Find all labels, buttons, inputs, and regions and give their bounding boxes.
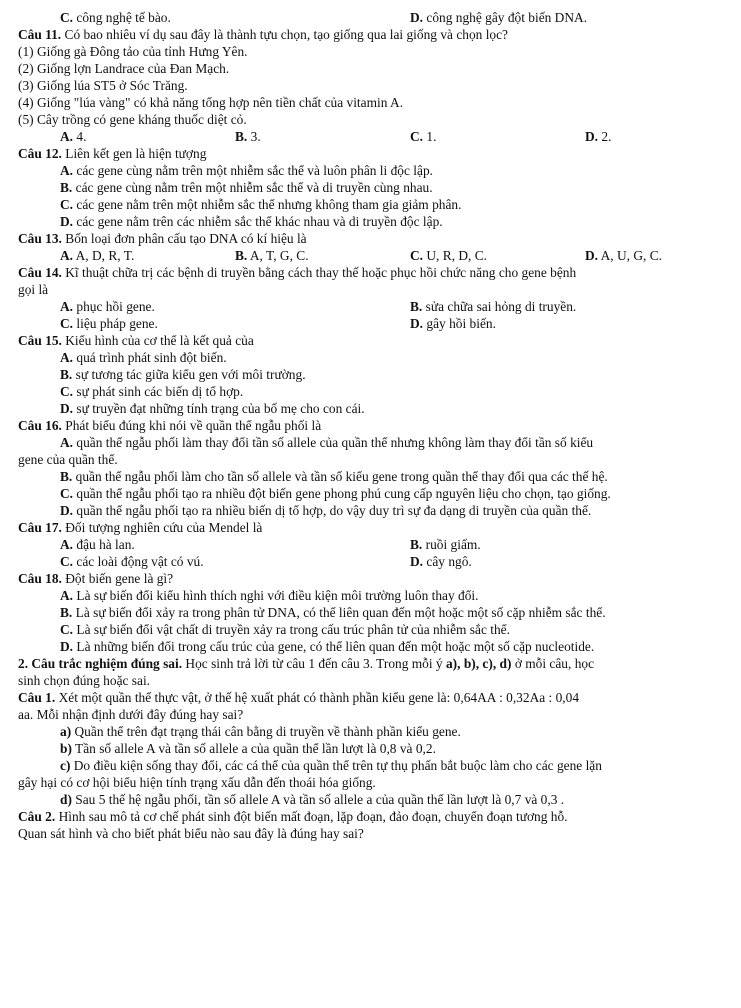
answer-option[interactable]: A. quần thể ngẫu phối làm thay đổi tần số allele của quần thể nhưng không làm thay đổi tần số kiểu	[60, 435, 594, 450]
tf-question-1-stem: Câu 1. Xét một quần thể thực vật, ở thế hệ xuất phát có thành phần kiểu gene là: 0,64AA : 0,32Aa : 0,04	[18, 690, 580, 705]
question-17-stem: Câu 17. Đối tượng nghiên cứu của Mendel là	[18, 520, 263, 535]
answer-option[interactable]: D. A, U, G, C.	[585, 248, 663, 263]
answer-option[interactable]: C. quần thể ngẫu phối tạo ra nhiều đột biến gene phong phú cung cấp nguyên liệu cho chọn, tạo giống.	[60, 486, 611, 501]
question-18-stem: Câu 18. Đột biến gene là gì?	[18, 571, 174, 586]
answer-option[interactable]: A. quá trình phát sinh đột biến.	[60, 350, 227, 365]
question-12-stem: Câu 12. Liên kết gen là hiện tượng	[18, 146, 207, 161]
answer-option[interactable]: B. ruồi giấm.	[410, 537, 481, 552]
answer-option[interactable]: D. sự truyền đạt những tính trạng của bố mẹ cho con cái.	[60, 401, 365, 416]
answer-option[interactable]: A. phục hồi gene.	[60, 299, 155, 314]
question-13-options	[18, 248, 731, 265]
question-17-options-row1	[18, 537, 731, 554]
top-option-c: C. công nghệ tế bào.	[60, 10, 171, 25]
answer-option[interactable]: D. quần thể ngẫu phối tạo ra nhiều biến dị tổ hợp, do vậy duy trì sự đa dạng di truyền của quần thể.	[60, 503, 592, 518]
answer-option[interactable]: C. sự phát sinh các biến dị tổ hợp.	[60, 384, 244, 399]
question-14-options-row2	[18, 316, 731, 333]
tf-question-2-stem-cont: Quan sát hình và cho biết phát biểu nào sau đây là đúng hay sai?	[18, 826, 364, 841]
tf-statement[interactable]: d) Sau 5 thế hệ ngẫu phối, tần số allele A và tần số allele a của quần thể lần lượt là 0,7 và 0,3 .	[60, 792, 565, 807]
answer-option[interactable]: B. sửa chữa sai hỏng di truyền.	[410, 299, 577, 314]
question-14-options-row1	[18, 299, 731, 316]
question-11-item: (4) Giống "lúa vàng" có khả năng tổng hợp nên tiền chất của vitamin A.	[18, 95, 404, 110]
question-16-stem: Câu 16. Phát biểu đúng khi nói về quần thể ngẫu phối là	[18, 418, 322, 433]
answer-option[interactable]: C. liệu pháp gene.	[60, 316, 158, 331]
question-14-stem-cont: gọi là	[18, 282, 49, 297]
answer-option[interactable]: C. U, R, D, C.	[410, 248, 488, 263]
tf-question-2-stem: Câu 2. Hình sau mô tả cơ chế phát sinh đột biến mất đoạn, lặp đoạn, đảo đoạn, chuyển đoạn tương hỗ.	[18, 809, 568, 824]
answer-option[interactable]: D. Là những biến đổi trong cấu trúc của gene, có thể liên quan đến một hoặc một số cặp nucleotide.	[60, 639, 595, 654]
answer-option-cont: gene của quần thể.	[18, 452, 118, 467]
part-2-heading: 2. Câu trắc nghiệm đúng sai. Học sinh trả lời từ câu 1 đến câu 3. Trong mỗi ý a), b), c), d) ở mỗi câu, học	[18, 656, 595, 671]
question-11-options	[18, 129, 731, 146]
question-14-stem: Câu 14. Kĩ thuật chữa trị các bệnh di truyền bằng cách thay thế hoặc phục hồi chức năng cho gene bệnh	[18, 265, 577, 280]
part-2-intro-cont: sinh chọn đúng hoặc sai.	[18, 673, 151, 688]
top-options-row	[18, 10, 731, 27]
answer-option[interactable]: A. đậu hà lan.	[60, 537, 135, 552]
tf-statement[interactable]: a) Quần thể trên đạt trạng thái cân bằng di truyền về thành phần kiểu gene.	[60, 724, 461, 739]
answer-option[interactable]: C. các gene nằm trên một nhiễm sắc thể nhưng không tham gia giảm phân.	[60, 197, 462, 212]
answer-option[interactable]: C. 1.	[410, 129, 437, 144]
answer-option[interactable]: B. quần thể ngẫu phối làm cho tần số allele và tần số kiểu gene trong quần thể thay đổi qua các thế hệ.	[60, 469, 608, 484]
answer-option[interactable]: D. 2.	[585, 129, 612, 144]
top-option-d: D. công nghệ gây đột biến DNA.	[410, 10, 588, 25]
answer-option[interactable]: B. các gene cùng nằm trên một nhiễm sắc thể và di truyền cùng nhau.	[60, 180, 433, 195]
answer-option[interactable]: D. gây hồi biến.	[410, 316, 496, 331]
question-15-stem: Câu 15. Kiểu hình của cơ thể là kết quả của	[18, 333, 254, 348]
question-11-item: (5) Cây trồng có gene kháng thuốc diệt cỏ.	[18, 112, 247, 127]
answer-option[interactable]: C. các loài động vật có vú.	[60, 554, 204, 569]
answer-option[interactable]: A. các gene cùng nằm trên một nhiễm sắc thể và luôn phân li độc lập.	[60, 163, 433, 178]
answer-option[interactable]: C. Là sự biến đổi vật chất di truyền xảy ra trong cấu trúc phân tử của nhiễm sắc thể.	[60, 622, 510, 637]
answer-option[interactable]: A. 4.	[60, 129, 87, 144]
question-17-options-row2	[18, 554, 731, 571]
question-13-stem: Câu 13. Bốn loại đơn phân cấu tạo DNA có kí hiệu là	[18, 231, 307, 246]
answer-option[interactable]: B. sự tương tác giữa kiểu gen với môi trường.	[60, 367, 306, 382]
question-11-item: (2) Giống lợn Landrace của Đan Mạch.	[18, 61, 230, 76]
answer-option[interactable]: D. các gene nằm trên các nhiễm sắc thể khác nhau và di truyền độc lập.	[60, 214, 443, 229]
question-11-item: (1) Giống gà Đông tảo của tỉnh Hưng Yên.	[18, 44, 248, 59]
answer-option[interactable]: B. 3.	[235, 129, 261, 144]
answer-option[interactable]: A. Là sự biến đổi kiểu hình thích nghi với điều kiện môi trường luôn thay đổi.	[60, 588, 479, 603]
answer-option[interactable]: A. A, D, R, T.	[60, 248, 135, 263]
tf-statement-cont: gây hại có cơ hội biểu hiện tính trạng xấu dẫn đến thoái hóa giống.	[18, 775, 376, 790]
tf-statement[interactable]: b) Tần số allele A và tần số allele a của quần thể lần lượt là 0,8 và 0,2.	[60, 741, 436, 756]
question-11-stem: Câu 11. Có bao nhiêu ví dụ sau đây là thành tựu chọn, tạo giống qua lai giống và chọn lọc?	[18, 27, 509, 42]
answer-option[interactable]: D. cây ngô.	[410, 554, 472, 569]
answer-option[interactable]: B. A, T, G, C.	[235, 248, 309, 263]
tf-statement[interactable]: c) Do điều kiện sống thay đổi, các cá thể của quần thể trên tự thụ phấn bắt buộc làm cho các gene lặn	[60, 758, 602, 773]
question-11-item: (3) Giống lúa ST5 ở Sóc Trăng.	[18, 78, 188, 93]
answer-option[interactable]: B. Là sự biến đổi xảy ra trong phân tử DNA, có thể liên quan đến một hoặc một số cặp nhiễm sắc thể.	[60, 605, 606, 620]
tf-question-1-stem-cont: aa. Mỗi nhận định dưới đây đúng hay sai?	[18, 707, 244, 722]
